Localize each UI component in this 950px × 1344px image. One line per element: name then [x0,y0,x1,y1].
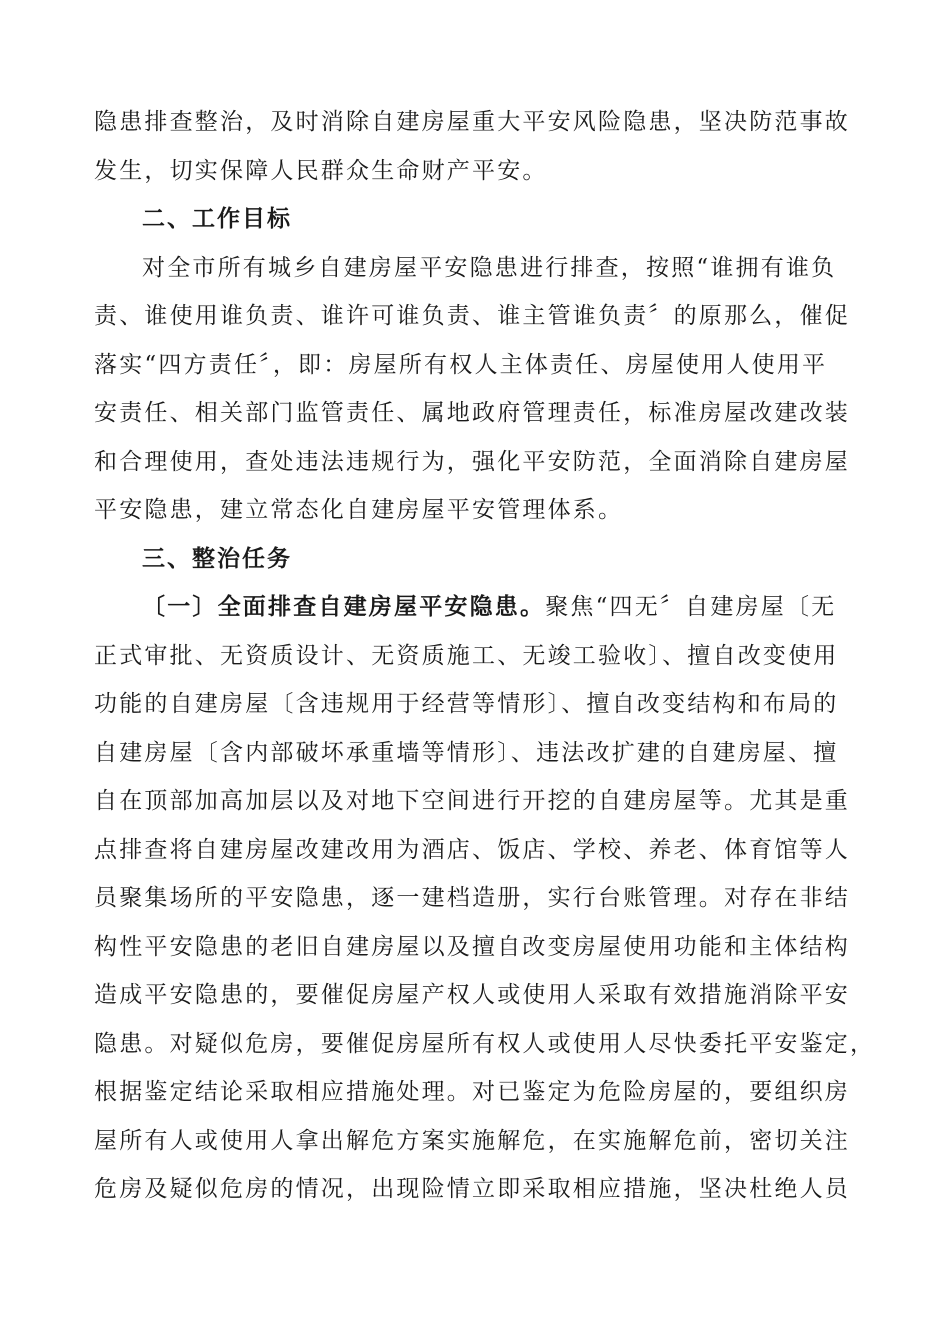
document-page [94,98,876,1214]
body-text-line: 造成平安隐患的，要催促房屋产权人或使用人采取有效措施消除平安 [94,982,850,1008]
body-text-line: 平安隐患，建立常态化自建房屋平安管理体系。 [94,497,624,523]
body-text-line: 对全市所有城乡自建房屋平安隐患进行排查，按照“谁拥有谁负 [142,254,837,281]
body-text-line [94,583,864,632]
body-text-line: 正式审批、无资质设计、无资质施工、无竣工验收〕、擅自改变使用 [94,642,839,669]
section-heading-work-goals: 二、工作目标 [142,206,292,232]
body-text-line: 功能的自建房屋〔含违规用于经营等情形〕、擅自改变结构和布局的 [94,691,839,717]
body-text-line: 自在顶部加高加层以及对地下空间进行开挖的自建房屋等。尤其是重 [94,788,850,814]
body-text-line: 点排查将自建房屋改建改用为酒店、饭店、学校、养老、体育馆等人 [94,836,850,863]
body-text-line: 和合理使用，查处违法违规行为，强化平安防范，全面消除自建房屋 [94,448,850,475]
body-text-line: 安责任、相关部门监管责任、属地政府管理责任，标准房屋改建改装 [94,400,850,426]
body-text-line: 危房及疑似危房的情况，出现险情立即采取相应措施，坚决杜绝人员 [94,1176,850,1202]
body-text-line: 自建房屋〔含内部破坏承重墙等情形〕、违法改扩建的自建房屋、擅 [94,739,839,766]
body-text-line: 根据鉴定结论采取相应措施处理。对已鉴定为危险房屋的，要组织房 [94,1079,850,1105]
subsection-title: 〔一〕全面排查自建房屋平安隐患。 [142,594,546,620]
body-text-line: 员聚集场所的平安隐患，逐一建档造册，实行台账管理。对存在非结 [94,885,850,911]
section-heading-tasks: 三、整治任务 [142,545,292,572]
body-text-line: 屋所有人或使用人拿出解危方案实施解危，在实施解危前，密切关注 [94,1127,850,1154]
body-text-line: 责、谁使用谁负责、谁许可谁负责、谁主管谁负责〞的原那么，催促 [94,303,850,329]
body-text-line: 发生，切实保障人民群众生命财产平安。 [94,157,548,184]
body-text-line: 隐患。对疑似危房，要催促房屋所有权人或使用人尽快委托平安鉴定， [94,1030,876,1057]
body-text-line: 构性平安隐患的老旧自建房屋以及擅自改变房屋使用功能和主体结构 [94,933,850,960]
body-text-line: 隐患排查整治，及时消除自建房屋重大平安风险隐患，坚决防范事故 [94,109,850,135]
body-text-line: 落实“四方责任〞，即：房屋所有权人主体责任、房屋使用人使用平 [94,351,828,378]
body-text-span: 聚焦“四无〞自建房屋〔无 [545,594,837,620]
